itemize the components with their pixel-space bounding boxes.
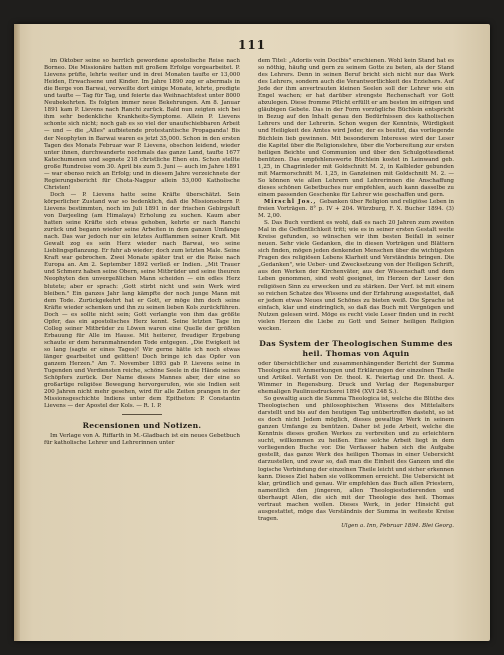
left-paragraph-2: Doch — P. Lievens hatte seine Kräfte überschätzt. Sein körperlicher Zustand war so bedenklich, daß die Missionsobern P. Lievens bestimmten, noch im Juli 1891 in der frischen Gebirgsluft von Darjeeling (am Himalaya) Erholung zu suchen. Kaum aber hatten seine Kräfte sich etwas gehoben, kehrte er nach Ranchi zurück und begann wieder seine Arbeiten in dem ganzen Umfange nach. Das war jedoch nur ein letztes Aufflammen seiner Kraft. Mit Gewalt zog es sein Herz wieder nach Barwai, wo seine Lieblingspflanzung. Er fuhr ab wieder; doch zum letzten Male. Seine Kraft war gebrochen. Zwei Monate später trat er die Reise nach Europa an. Am 2. September 1892 verließ er Indien. „Mit Trauer und Schmerz haben seine Obern, seine Mitbrüder und seine theuren Neophyten den unvergeßlichen Mann scheiden — ein edles Herz blutete; aber er sprach: ‚Gott stirbt nicht und sein Werk wird bleiben." Ein ganzes Jahr lang kämpfte der noch junge Mann mit dem Tode. Zurückgekehrt hat er Gott, er möge ihm doch seine Kräfte wieder schenken und ihn zu seinen lieben Kols zurückführen. Doch — es sollte nicht sein; Gott verlangte von ihm das größte Opfer, das ein apostolisches Herz kennt. Seine letzten Tage im Colleg seiner Mitbrüder zu Löwen waren eine Quelle der größten Erbauung für Alle im Hause. Mit heiterer, freudiger Ergebung schaute er dem heranmahnenden Tode entgegen. „Die Ewigkeit ist so lang (sagte er eines Tages)! Wir gerne hätte ich noch etwas länger gearbeitet und gelitten! Doch bringe ich das Opfer von ganzem Herzen." Am 7. November 1893 gab P. Lievens seine in Tugenden und Verdiensten reiche, schöne Seele in die Hände seines Schöpfers zurück. Der Name dieses Mannes aber, der eine so großartige religiöse Bewegung hervorgerufen, wie sie Indien seit 200 Jahren nicht mehr gesehen, wird für alle Zeiten prangen in der Missionsgeschichte Indiens unter dem Epitheton: P. Constantin Lievens — der Apostel der Kols. — R. I. P. [44, 191, 240, 410]
right-paragraph-3: S. Das Buch verdient es wohl, daß es nach 20 Jahren zum zweiten Mal in die Oeffentlichkeit tritt; wie es in seiner ersten Gestalt weite Kreise gefunden, so wünschen wir ihm besten Beifall in seiner neuen. Sehr viele Gedanken, die in diesen Vorträgen und Blättern sich finden, mögen jeden denkenden Menschen über die wichtigsten Fragen des religiösen Lebens Klarheit und Verständnis bringen. Die „Gedanken", wie Ueber- und Zwecksetzung von der Heiligen Schrift, aus den Werken der Kirchenväter, aus der Wissenschaft und dem Leben genommen, sind wohl geeignet, im Herzen der Leser den religiösen Sinn zu erwecken und zu stärken. Der Verf. ist mit einem so reichen Schatze des Wissens und der Erfahrung ausgestattet, daß er jedem etwas Neues und Schönes zu bieten weiß. Die Sprache ist einfach, klar und eindringlich, so daß das Buch mit Vergnügen und Nutzen gelesen wird. Möge es recht viele Leser finden und in recht vielen Herzen die Liebe zu Gott und Seiner heiligen Religion wecken. [258, 220, 455, 332]
section-divider [122, 414, 162, 415]
right-paragraph-5: So gewaltig auch die Summa Theologica ist, welche die Blüthe des Theologischen und philosophischen Wissens des Mittelalters darstellt und bis auf den heutigen Tag unübertroffen dasteht, so ist es doch nicht Jedem möglich, dieses gewaltige Werk in seinem ganzen Umfange zu benützen. Daher ist jede Arbeit, welche die Kenntnis dieses großen Werkes zu verbreiten und zu erleichtern sucht, willkommen zu heißen. Eine solche Arbeit liegt in dem vorliegenden Buche vor. Die Verfasser haben sich die Aufgabe gestellt, das ganze Werk des heiligen Thomas in einer Uebersicht darzustellen, und zwar so, daß man die Einheit des Ganzen und die logische Verbindung der einzelnen Theile leicht und sicher erkennen kann. Dieses Ziel haben sie vollkommen erreicht. Die Uebersicht ist klar, gründlich und genau. Wir empfehlen das Buch allen Priestern, namentlich den jüngeren, allen Theologiestudierenden und überhaupt Allen, die sich mit der Theologie des heil. Thomas vertraut machen wollen. Dieses Werk, in jeder Hinsicht gut ausgestattet, möge das Verständnis der Summa in weiteste Kreise tragen. [258, 396, 454, 522]
review-signature: Ulgen a. Inn, Februar 1894. Blei Georg. [341, 522, 454, 529]
book-citation: Gebanken über Religion und religiöse Leben in freien Vorträgen. 8° p. IV + 204. Würzburg, F. X. Bucher 1894. (3) M. 2,00. [258, 198, 454, 220]
right-paragraph-4: oder übersichtlicher und zusammenhängender Bericht der Summa Theologica mit Anmerkungen und Erklärungen der einzelnen Theile und Artikel. Verfaßt von Dr. theol. K. Feiertag und Dr. theol. A. Wimmer in Regensburg. Druck und Verlag der Regensburger ehemaligen Paulinusdruckerei 1894 (XVI 248 S.). [258, 360, 454, 396]
page-number: 111 [237, 38, 267, 52]
book-page [14, 24, 490, 641]
left-column [44, 58, 240, 447]
left-paragraph-1: im Oktober seine so herrlich gewordene apostolische Reise nach Borneo. Die Missionäre hatten mit großem Erfolge vorgearbeitet. P. Lievens prüfte, lehrte weiter und in drei Monaten taufte er 13,000 Heiden, Erwachsene und Kinder. Im Jahre 1890 zog er abermals in die Berge von Barwai, verweilte dort einige Monate, lehrte, predigte und taufte — Tag für Tag, und feierte das Weihnachtsfest unter 8000 Neubekehrten. Es folgten immer neue Bekehrungen. Am 8. Januar 1891 kam P. Lievens nach Ranchi zurück. Bald nun zeigten sich bei ihm sehr bedenkliche Krankheits-Symptome. Allein P. Lievens schonte sich nicht; noch gab es so viel der unaufschiebbaren Arbeit — und — die „Alles" aufbietende protestantische Propaganda! Bis der Neophyten in Barwai waren es jetzt 35,000. Schon in den ersten Tagen des Monats Februar war P. Lievens, obschon leidend, wieder unter ihnen, durchwanderte nochmals das ganze Land, taufte 1677 Katechumenen und segnete 218 christliche Ehen ein. Schon stellte große Rundreise vom 30. April bis zum 5. Juni — auch im Jahre 1891 — war ebenso reich an Erfolg; und in diesem Jahre verzeichnete der Regierungsbericht für Chota-Nagpur allein 53,000 Katholische Christen! [44, 58, 240, 191]
book-title-heading: Das System der Theologischen Summe des heil. Thomas von Aquin [259, 338, 453, 358]
right-paragraph-1: dem Titel: „Adoriis vein Docibis" erschienen. Wohl kein Stand hat es so nöthig, häufig und gern zu seinem Gotte zu beten, als der Stand des Lehrers. Denn in seinen Beruf bricht sich nicht nur das Werk des Lehrers, sondern auch die Verantwortlichkeit des Erziehers. Auf Jede der ihm anvertrauten kleinen Seelen soll der Lehrer wie ein Engel wachen; er hat darüber strengste Rechenschaft vor Gott abzulegen. Diese fromme Pflicht erfüllt er am besten im eifrigen und gläubigen Gebete. Das in der Form vorzügliche Büchlein entspricht in Bezug auf den Inhalt genau den Bedürfnissen des katholischen Lehrers und der Lehrerin. Schon wegen der Kenntnis, Würdigkeit und Heiligkeit des Amtes wird Jeder, der es besitzt, das vorliegende Büchlein lieb gewinnen. Mit besonderem Interesse wird der Leser die Kapitel über die Religionslehre, über die Vorbereitung zur ersten heiligen Beichte und Communion und über den Schulgottesdienst benützen. Das empfehlenswerte Büchlein kostet in Leinwand geb. 1,25, in Chagrinleder mit Goldschnitt M. 2, in Kalbleder gebunden mit Marmorschnitt M. 1,25, in Ganzleinen mit Goldschnitt M. 2. — So können wie allen Lehrern und Lehrerinnen die Anschaffung dieses schönen Gebetbuches nur empfehlen, auch kann dasselbe zu einem passenden Geschenke für Lehrer wie geschaffen und gern. [258, 58, 454, 198]
book-author: Mirschl Jos., [264, 198, 320, 205]
right-column [258, 58, 454, 530]
section-heading-reviews: Recensionen und Notizen. [82, 421, 202, 431]
left-paragraph-3: Im Verlage von A. Riffarth in M.-Gladbach ist ein neues Gebetbuch für katholische Lehrer und Lehrerinnen unter [44, 433, 240, 447]
right-paragraph-2 [258, 199, 454, 220]
page-spine-shadow [14, 24, 20, 641]
